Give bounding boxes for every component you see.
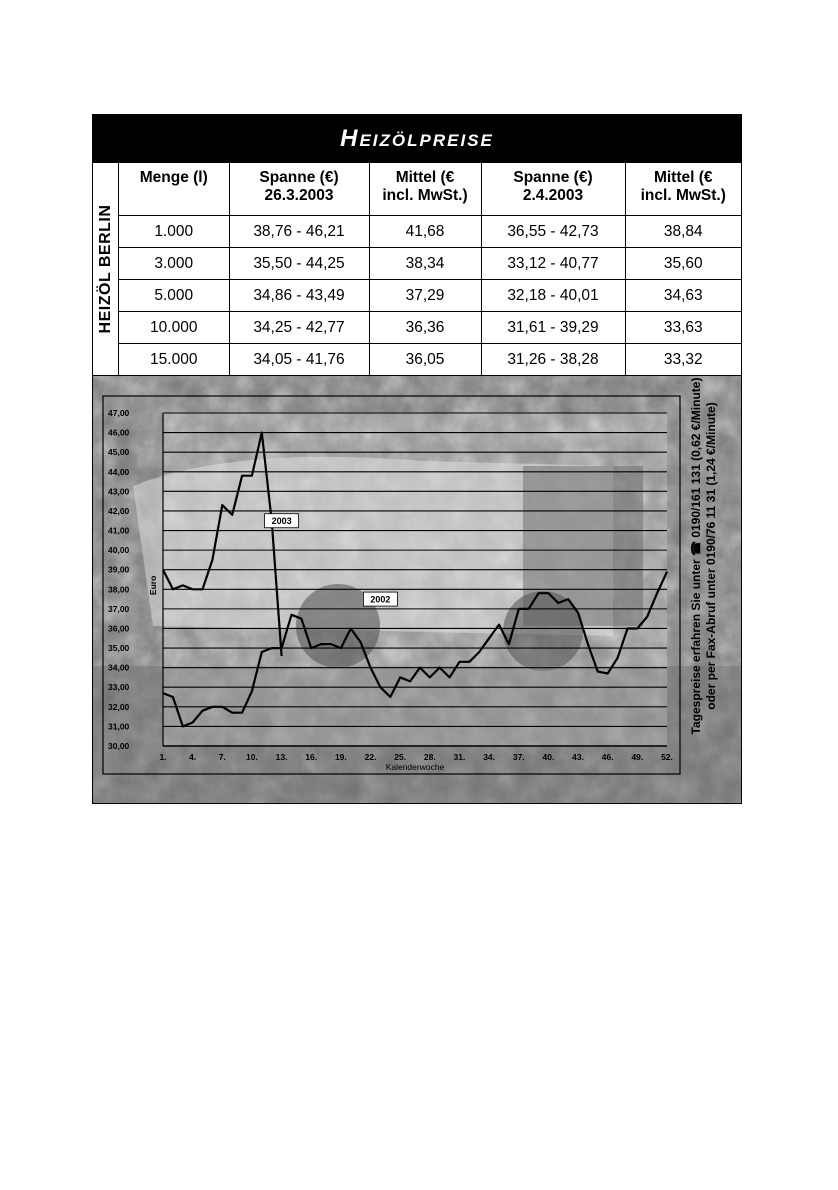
page-title: Heizölpreise (340, 125, 494, 152)
y-tick-label: 36,00 (108, 623, 130, 634)
chart-area (93, 375, 741, 803)
x-tick-label: 46. (601, 752, 614, 762)
x-tick-label: 22. (364, 752, 377, 762)
cell-spanne-2: 36,55 - 42,73 (481, 216, 625, 248)
side-label-cell (93, 163, 119, 375)
series-label-2003: 2003 (271, 516, 292, 527)
x-tick-label: 43. (572, 752, 584, 762)
x-tick-label: 19. (334, 752, 347, 762)
series-label-2002: 2002 (370, 594, 391, 605)
info-line-2: oder per Fax-Abruf unter 0190/76 11 31 (1,24 €/Minute) (704, 402, 718, 710)
header-line: Mittel (€ (653, 169, 713, 186)
y-tick-label: 37,00 (108, 603, 130, 614)
price-table (119, 163, 741, 376)
table-row (119, 280, 741, 312)
header-line: Menge (l) (139, 169, 208, 186)
cell-mittel-1: 36,05 (369, 344, 481, 376)
header-spanne-2 (481, 163, 625, 216)
x-axis-label: Kalenderwoche (385, 762, 445, 772)
y-tick-label: 32,00 (108, 701, 130, 712)
header-line: Mittel (€ (395, 169, 455, 186)
x-tick-label: 49. (631, 752, 644, 762)
x-tick-label: 34. (483, 752, 496, 762)
y-tick-label: 40,00 (108, 545, 130, 556)
cell-spanne-2: 33,12 - 40,77 (481, 248, 625, 280)
header-mittel-2 (625, 163, 741, 216)
cell-menge: 10.000 (119, 312, 229, 344)
header-line: 26.3.2003 (264, 187, 334, 204)
header-line: 2.4.2003 (522, 187, 584, 204)
y-tick-label: 38,00 (108, 584, 130, 595)
title-bar (93, 115, 741, 163)
cell-menge: 15.000 (119, 344, 229, 376)
header-mittel-1 (369, 163, 481, 216)
cell-spanne-1: 34,25 - 42,77 (229, 312, 369, 344)
y-tick-label: 33,00 (108, 682, 130, 693)
x-tick-label: 31. (453, 752, 466, 762)
header-line: Spanne (€) (513, 169, 593, 186)
cell-mittel-2: 35,60 (625, 248, 741, 280)
table-row (119, 216, 741, 248)
y-tick-label: 34,00 (108, 662, 130, 673)
info-text (689, 378, 719, 735)
cell-mittel-1: 41,68 (369, 216, 481, 248)
cell-spanne-1: 35,50 - 44,25 (229, 248, 369, 280)
y-tick-label: 47,00 (108, 408, 130, 418)
side-label: HEIZÖL BERLIN (97, 204, 114, 334)
cell-mittel-2: 33,63 (625, 312, 741, 344)
cell-menge: 5.000 (119, 280, 229, 312)
y-tick-label: 30,00 (108, 741, 130, 751)
cell-spanne-2: 31,26 - 38,28 (481, 344, 625, 376)
x-tick-label: 52. (661, 752, 673, 762)
cell-spanne-2: 31,61 - 39,29 (481, 312, 625, 344)
y-tick-label: 45,00 (108, 447, 130, 458)
info-line-1: Tagespreise erfahren Sie unter ☎ 0190/161 131 (0,62 €/Minute) (689, 377, 703, 735)
x-tick-label: 37. (512, 752, 525, 762)
x-tick-label: 40. (542, 752, 555, 762)
y-tick-label: 43,00 (108, 486, 130, 497)
x-tick-label: 28. (423, 752, 436, 762)
table-row (119, 248, 741, 280)
table-row (119, 344, 741, 376)
cell-mittel-1: 38,34 (369, 248, 481, 280)
plot-background (163, 413, 667, 746)
price-chart (93, 376, 741, 803)
y-tick-label: 39,00 (108, 564, 130, 575)
cell-spanne-1: 34,05 - 41,76 (229, 344, 369, 376)
header-line: incl. MwSt.) (382, 187, 468, 204)
table-row (119, 312, 741, 344)
x-tick-label: 1. (159, 752, 167, 762)
cell-mittel-1: 36,36 (369, 312, 481, 344)
y-tick-label: 31,00 (108, 721, 130, 732)
x-tick-label: 10. (246, 752, 258, 762)
cell-mittel-2: 34,63 (625, 280, 741, 312)
y-tick-label: 42,00 (108, 505, 130, 516)
cell-mittel-2: 38,84 (625, 216, 741, 248)
header-line: Spanne (€) (259, 169, 339, 186)
cell-menge: 1.000 (119, 216, 229, 248)
y-tick-label: 44,00 (108, 466, 130, 477)
cell-mittel-1: 37,29 (369, 280, 481, 312)
cell-spanne-2: 32,18 - 40,01 (481, 280, 625, 312)
x-tick-label: 25. (394, 752, 407, 762)
cell-menge: 3.000 (119, 248, 229, 280)
cell-spanne-1: 34,86 - 43,49 (229, 280, 369, 312)
heating-oil-price-card (92, 114, 742, 804)
x-tick-label: 13. (275, 752, 288, 762)
x-tick-label: 7. (218, 752, 226, 762)
header-line: incl. MwSt.) (640, 187, 726, 204)
cell-spanne-1: 38,76 - 46,21 (229, 216, 369, 248)
y-tick-label: 35,00 (108, 643, 130, 654)
x-tick-label: 16. (305, 752, 318, 762)
y-tick-label: 41,00 (108, 525, 130, 536)
header-spanne-1 (229, 163, 369, 216)
header-menge (119, 163, 229, 216)
table-header-row (119, 163, 741, 216)
y-axis-label: Euro (148, 575, 158, 596)
cell-mittel-2: 33,32 (625, 344, 741, 376)
y-tick-label: 46,00 (108, 427, 130, 438)
x-tick-label: 4. (189, 752, 197, 762)
